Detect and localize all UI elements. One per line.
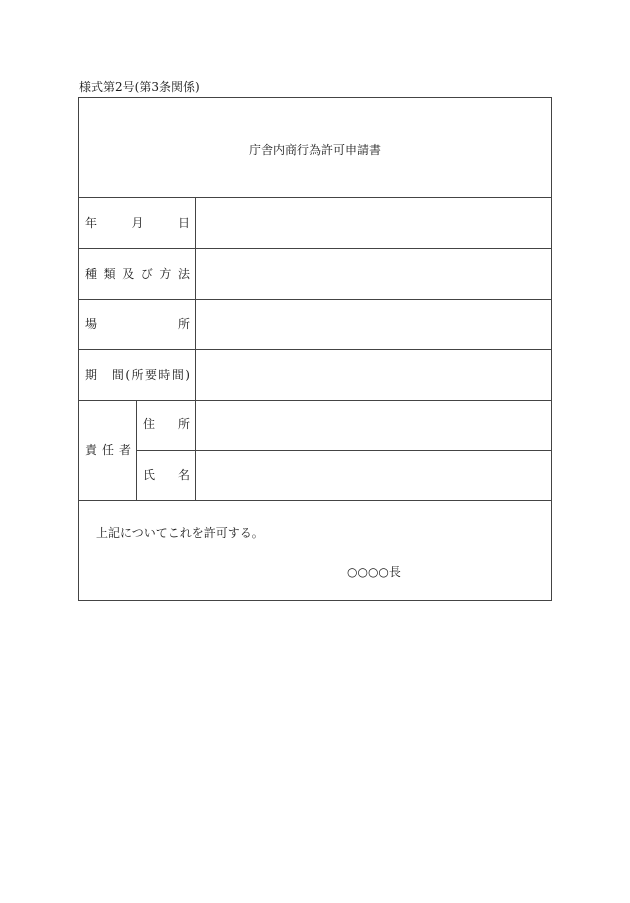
permit-statement: 上記についてこれを許可する。 [96, 526, 264, 540]
title-area [79, 98, 551, 198]
authority-signature: ○○○○長 [347, 565, 401, 579]
place-label: 場 所 [85, 317, 190, 331]
place-field[interactable] [196, 299, 551, 349]
form-title: 庁舎内商行為許可申請書 [248, 143, 381, 157]
responsible-person-label: 責任者 [85, 443, 131, 457]
place-row [79, 299, 551, 350]
address-label-cell [137, 400, 196, 450]
application-form [78, 97, 552, 601]
type-method-label: 種類及び方法 [85, 267, 190, 281]
type-method-label-cell [79, 249, 196, 299]
date-label-cell [79, 198, 196, 248]
address-label: 住 所 [143, 417, 190, 431]
period-label: 期 間(所要時間) [85, 368, 190, 382]
responsible-person-group [79, 400, 551, 501]
address-row [137, 400, 551, 451]
permit-area [79, 501, 551, 600]
form-number: 様式第2号(第3条関係) [79, 80, 200, 94]
name-label: 氏 名 [143, 468, 190, 482]
date-label: 年 月 日 [85, 216, 190, 230]
responsible-person-label-cell [79, 400, 137, 500]
period-label-cell [79, 350, 196, 400]
type-method-field[interactable] [196, 249, 551, 299]
place-label-cell [79, 299, 196, 349]
period-field[interactable] [196, 350, 551, 400]
address-field[interactable] [196, 400, 551, 450]
name-label-cell [137, 451, 196, 500]
name-field[interactable] [196, 451, 551, 500]
period-row [79, 350, 551, 401]
date-row [79, 198, 551, 249]
name-row [137, 451, 551, 500]
date-field[interactable] [196, 198, 551, 248]
type-method-row [79, 249, 551, 300]
